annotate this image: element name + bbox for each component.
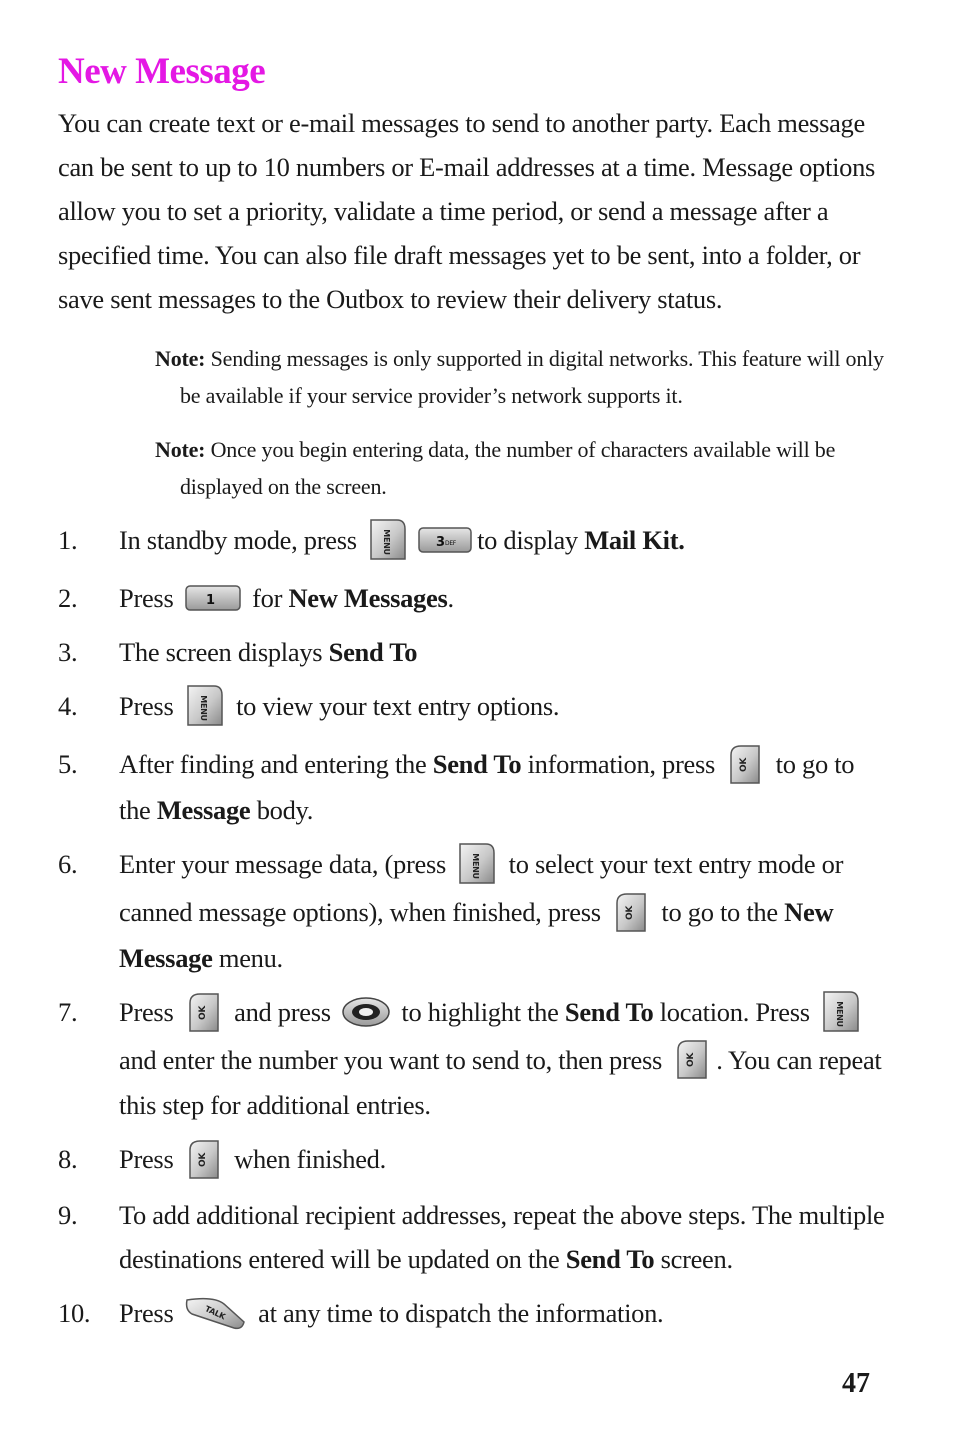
note-label: Note:: [155, 437, 206, 462]
note-character-count: [155, 431, 900, 505]
step-bold-text: Mail Kit.: [584, 525, 685, 555]
note-digital-networks: [155, 340, 900, 414]
step-text: Press: [119, 1144, 180, 1175]
step-1: [58, 518, 888, 566]
menu-key-icon: [184, 683, 226, 729]
step-text: to view your text entry options.: [229, 690, 560, 721]
step-bold-text: Send To: [328, 636, 418, 667]
nav-key-icon: [341, 995, 391, 1029]
menu-key-icon: [456, 841, 498, 887]
step-text: and press: [227, 996, 338, 1027]
step-6: [58, 842, 888, 980]
step-text: at any time to dispatch the information.: [251, 1298, 664, 1329]
page-number: 47: [842, 1368, 870, 1399]
step-number: 4.: [58, 690, 78, 721]
page-title: New Message: [58, 51, 266, 92]
svg-text:TALK: TALK: [203, 1304, 227, 1322]
step-text: Enter your message data, (press: [119, 848, 453, 879]
svg-text:OK: OK: [197, 1005, 208, 1020]
step-bold-text: New Messages: [288, 582, 448, 613]
svg-text:MENU: MENU: [382, 529, 392, 555]
step-text: To add additional recipient addresses, repeat the above steps. The multiple destinations entered will be updated on the: [119, 1200, 885, 1275]
step-number: 5.: [58, 748, 78, 779]
step-bold-text: Send To: [432, 748, 522, 779]
step-text: to highlight the: [395, 996, 565, 1027]
svg-text:MENU: MENU: [471, 852, 481, 879]
step-number: 10.: [58, 1298, 91, 1329]
step-text: . You can repeat this step for additional entries.: [119, 1044, 882, 1121]
step-text: to go to the: [119, 748, 855, 825]
one-key-icon: [184, 583, 242, 613]
step-bold-text: Send To: [565, 1244, 655, 1275]
step-text: Press: [119, 996, 180, 1027]
step-text: to select your text entry mode or canned message options), when finished, press: [119, 848, 844, 927]
step-10: [58, 1291, 888, 1335]
svg-text:DEF: DEF: [445, 539, 457, 547]
step-number: 2.: [58, 582, 78, 613]
step-text: to go to the: [655, 896, 785, 927]
step-number: 9.: [58, 1200, 78, 1231]
step-8: [58, 1137, 888, 1183]
step-bold-text: Message: [156, 794, 251, 825]
step-text: menu.: [212, 942, 283, 973]
step-text: .: [447, 582, 454, 613]
ok-key-icon: [672, 1038, 712, 1080]
ok-key-icon: [725, 743, 765, 785]
menu-key-icon: [820, 989, 862, 1035]
ok-key-icon: [184, 991, 224, 1033]
step-text: location. Press: [653, 996, 817, 1027]
step-3: [58, 630, 888, 674]
step-text: when finished.: [227, 1144, 386, 1175]
svg-text:3: 3: [436, 534, 445, 550]
step-4: [58, 684, 888, 732]
step-text: information, press: [521, 748, 722, 779]
steps-list: [58, 518, 888, 1345]
three-def-key-icon: [417, 525, 473, 555]
ok-key-icon: [184, 1138, 224, 1180]
step-text: Press: [119, 582, 180, 613]
note-text: Once you begin entering data, the number of characters available will be displayed on the screen.: [180, 437, 836, 499]
step-text: Press: [119, 690, 180, 721]
step-text: for: [245, 582, 289, 613]
step-number: 6.: [58, 848, 78, 879]
svg-text:MENU: MENU: [835, 1000, 845, 1027]
step-number: 8.: [58, 1144, 78, 1175]
note-text: Sending messages is only supported in digital networks. This feature will only be available if your service provider’s network supports it.: [180, 346, 884, 408]
step-text: body.: [250, 794, 314, 825]
step-number: 3.: [58, 636, 78, 667]
step-text: to display: [477, 525, 585, 555]
svg-text:MENU: MENU: [198, 695, 208, 721]
step-2: [58, 576, 888, 620]
step-9: [58, 1193, 888, 1281]
step-text: After finding and entering the: [119, 748, 433, 779]
menu-key-icon: [367, 517, 409, 563]
step-text: and enter the number you want to send to, then press: [119, 1044, 669, 1075]
step-number: 1.: [58, 525, 78, 555]
step-text: In standby mode, press: [119, 525, 364, 555]
note-label: Note:: [155, 346, 206, 371]
step-number: 7.: [58, 996, 78, 1027]
step-text: Press: [119, 1298, 180, 1329]
svg-text:OK: OK: [739, 757, 750, 772]
step-text: The screen displays: [119, 636, 329, 667]
step-5: [58, 742, 888, 832]
step-bold-text: Send To: [564, 996, 654, 1027]
svg-text:OK: OK: [686, 1053, 697, 1068]
svg-text:1: 1: [205, 592, 215, 608]
step-text: screen.: [654, 1244, 733, 1275]
intro-paragraph: You can create text or e-mail messages to send to another party. Each message can be sent to up to 10 numbers or E-mail addresses at a time. Message options allow you to set a priority, validate a time period, or send a message after a specified time. You can also file draft messages yet to be sent, into a folder, or save sent messages to the Outbox to review their delivery status.: [58, 108, 876, 314]
step-7: [58, 990, 888, 1128]
svg-text:OK: OK: [197, 1153, 208, 1168]
talk-key-icon: [184, 1294, 248, 1332]
ok-key-icon: [611, 891, 651, 933]
step-bold-text: New Message: [119, 896, 834, 973]
svg-text:OK: OK: [625, 905, 636, 920]
